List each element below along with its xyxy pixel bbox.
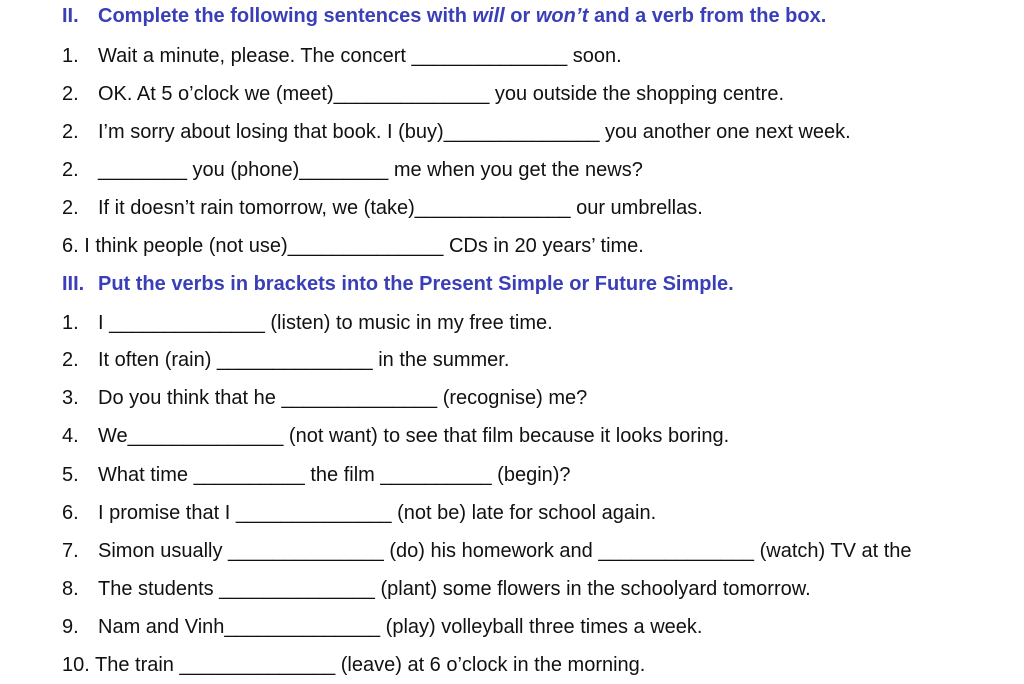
item-number: 4. — [62, 425, 79, 447]
item-text: The students ______________ (plant) some flowers in the schoolyard tomorrow. — [98, 578, 811, 600]
section-3-numeral: III. — [62, 273, 85, 295]
section-2-title-will: will — [472, 5, 505, 27]
item-number: 2. — [62, 121, 79, 143]
section-2-title-wont: won’t — [535, 5, 589, 27]
item-text: Wait a minute, please. The concert ______________ soon. — [98, 45, 622, 67]
item-text: 6. I think people (not use)______________ CDs in 20 years’ time. — [62, 235, 644, 257]
item-number: 6. — [62, 502, 79, 524]
item-text: Do you think that he ______________ (recognise) me? — [98, 387, 588, 409]
item-text: I’m sorry about losing that book. I (buy)______________ you another one next week. — [98, 121, 851, 143]
item-text: I promise that I ______________ (not be) late for school again. — [98, 502, 657, 524]
item-number: 5. — [62, 464, 79, 486]
item-number: 8. — [62, 578, 79, 600]
item-text: It often (rain) ______________ in the summer. — [98, 349, 510, 371]
section-2-title — [98, 4, 826, 28]
section-3-title: Put the verbs in brackets into the Present Simple or Future Simple. — [98, 273, 734, 295]
item-text: We______________ (not want) to see that film because it looks boring. — [98, 425, 730, 447]
item-number: 2. — [62, 159, 79, 181]
section-2-title-part2: and a verb from the box. — [588, 5, 827, 27]
item-text: Simon usually ______________ (do) his homework and ______________ (watch) TV at the — [98, 540, 912, 562]
item-number: 3. — [62, 387, 79, 409]
item-number: 9. — [62, 616, 79, 638]
item-number: 7. — [62, 540, 79, 562]
item-number: 2. — [62, 197, 79, 219]
item-number: 1. — [62, 312, 79, 334]
section-2-numeral: II. — [62, 5, 79, 27]
item-number: 1. — [62, 45, 79, 67]
item-number: 2. — [62, 349, 79, 371]
item-text: If it doesn’t rain tomorrow, we (take)______________ our umbrellas. — [98, 197, 703, 219]
item-text: OK. At 5 o’clock we (meet)______________ you outside the shopping centre. — [98, 83, 785, 105]
item-number: 2. — [62, 83, 79, 105]
section-2-title-or: or — [504, 5, 536, 27]
item-text: ________ you (phone)________ me when you get the news? — [98, 159, 643, 181]
item-text: What time __________ the film __________ (begin)? — [98, 464, 571, 486]
section-2-title-part1: Complete the following sentences with — [98, 5, 473, 27]
item-text: I ______________ (listen) to music in my free time. — [98, 312, 553, 334]
item-text: 10. The train ______________ (leave) at 6 o’clock in the morning. — [62, 654, 646, 676]
item-text: Nam and Vinh______________ (play) volleyball three times a week. — [98, 616, 703, 638]
